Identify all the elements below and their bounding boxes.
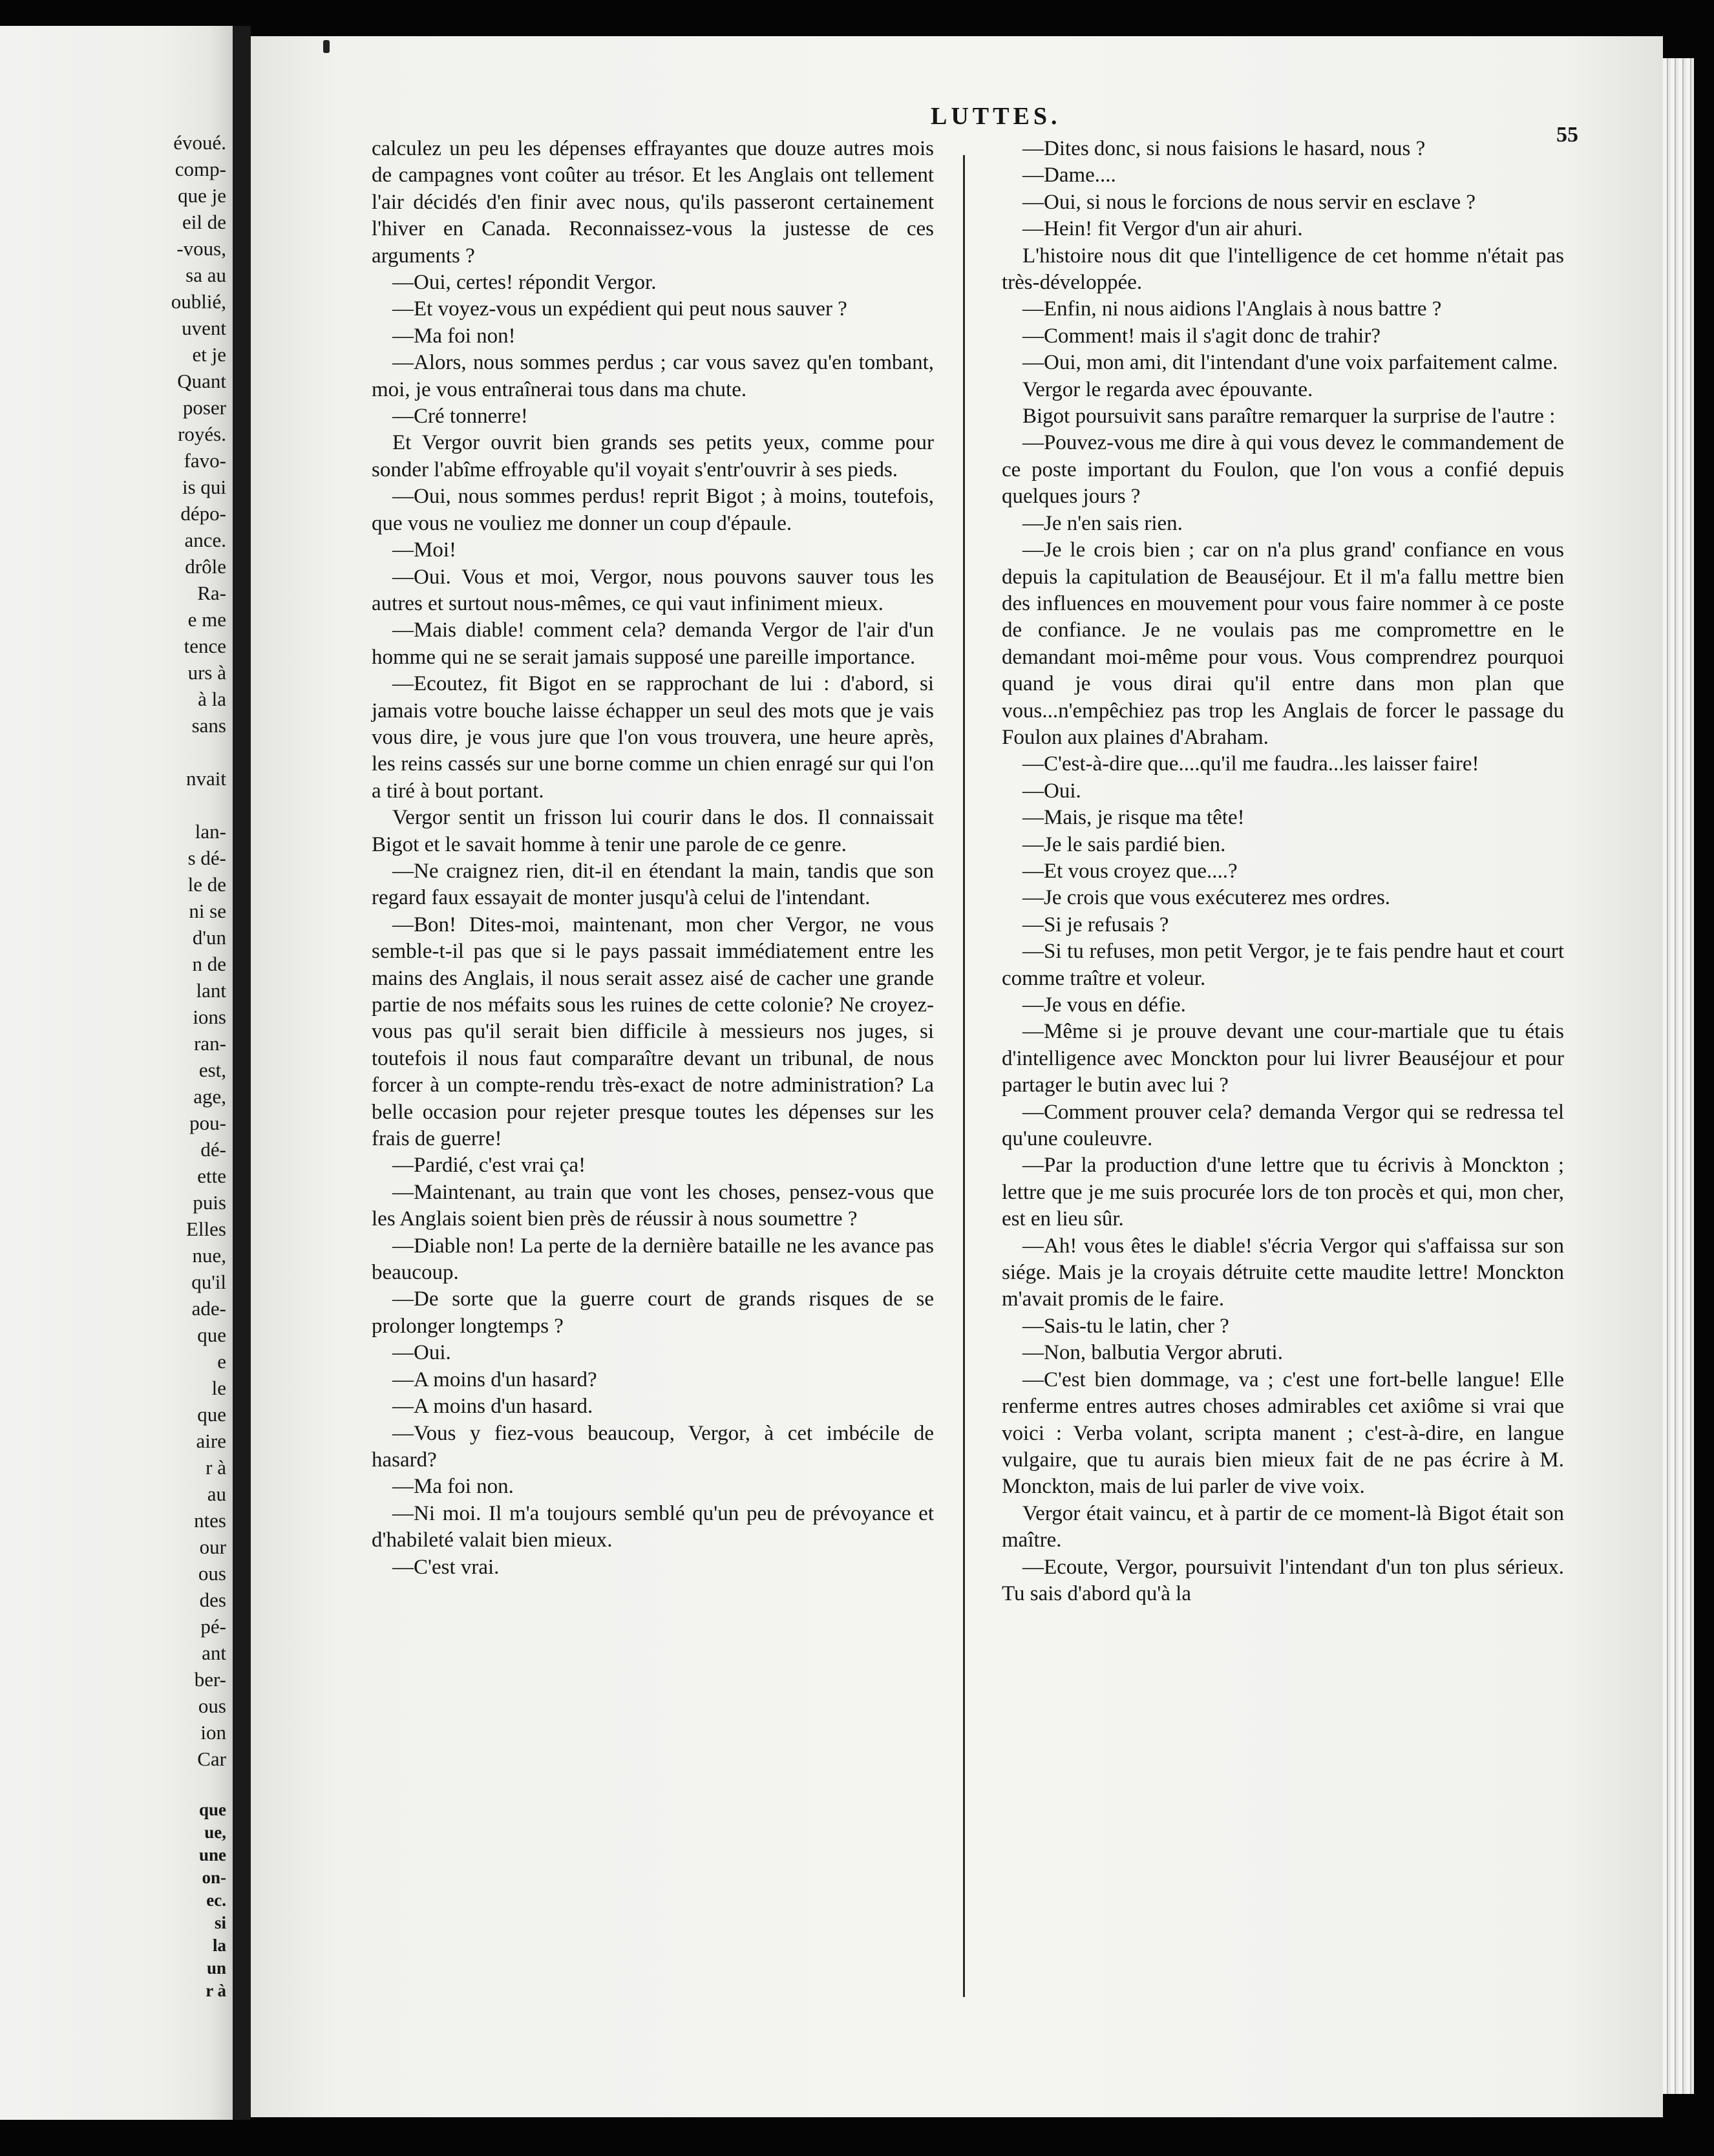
paragraph: —Ni moi. Il m'a toujours semblé qu'un peu de prévoyance et d'habileté valait bien mieux. xyxy=(372,1501,934,1552)
paragraph: —Dites donc, si nous faisions le hasard, nous ? xyxy=(1022,137,1426,160)
paragraph: —Comment! mais il s'agit donc de trahir? xyxy=(1022,324,1381,348)
paragraph: —Dame.... xyxy=(1022,164,1116,187)
paragraph: Vergor sentit un frisson lui courir dans le dos. Il connaissait Bigot et le savait homme à tenir une parole de ce genre. xyxy=(372,806,934,856)
left-page-fragment-line: des xyxy=(199,1589,226,1611)
paragraph: Vergor le regarda avec épouvante. xyxy=(1022,377,1313,401)
left-page-fragment-line: un xyxy=(206,1958,226,1978)
left-page-fragment-line: our xyxy=(199,1536,226,1558)
left-page-fragment-line: pou- xyxy=(189,1112,226,1134)
left-page-fragment-line: drôle xyxy=(185,555,226,578)
paragraph: —Pouvez-vous me dire à qui vous devez le commandement de ce poste important du Foulon, que l'on vous a confié depuis quelques jours ? xyxy=(1002,431,1564,509)
left-page-fragment-line: age, xyxy=(193,1085,226,1108)
paragraph: —A moins d'un hasard. xyxy=(392,1395,593,1419)
left-page-fragment-line: r à xyxy=(206,1456,226,1479)
left-page-fragment-line: ous xyxy=(198,1562,226,1585)
text-column-right xyxy=(1002,136,1564,1607)
paragraph: —Cré tonnerre! xyxy=(392,405,528,428)
left-page-fragment xyxy=(0,26,233,2120)
paragraph: —Oui. Vous et moi, Vergor, nous pouvons sauver tous les autres et surtout nous-mêmes, ce qui vaut infiniment mieux. xyxy=(372,565,934,615)
left-page-fragment-line: au xyxy=(207,1483,226,1505)
left-page-fragment-line: eil de xyxy=(182,211,226,233)
paragraph: —Comment prouver cela? demanda Vergor qui se redressa tel qu'une couleuvre. xyxy=(1002,1100,1564,1151)
left-page-fragment-line: ions xyxy=(193,1006,226,1028)
left-page-fragment-line: n de xyxy=(192,953,226,975)
left-page-fragment-line: ade- xyxy=(191,1297,226,1320)
paragraph: —A moins d'un hasard? xyxy=(392,1368,597,1391)
paragraph: —Ma foi non! xyxy=(392,324,516,348)
paragraph: —Oui, si nous le forcions de nous servir en esclave ? xyxy=(1022,190,1476,214)
left-page-fragment-line: Elles xyxy=(186,1218,226,1240)
page-edges xyxy=(1663,58,1694,2094)
page-number: 55 xyxy=(1556,123,1578,147)
left-page-fragment-line: ec. xyxy=(206,1890,226,1910)
paragraph: —Ne craignez rien, dit-il en étendant la main, tandis que son regard faux essayait de monter jusqu'à celui de l'intendant. xyxy=(372,859,934,910)
left-page-fragment-line: r à xyxy=(206,1981,226,2000)
left-page-fragment-line: oublié, xyxy=(171,290,226,313)
left-page-fragment-line: Car xyxy=(197,1748,226,1770)
left-page-fragment-line: is qui xyxy=(182,476,226,498)
left-page-fragment-line: que xyxy=(197,1324,226,1346)
left-page-fragment-line: urs à xyxy=(187,661,226,684)
left-page-fragment-line: poser xyxy=(182,396,226,419)
paragraph: —Ecoutez, fit Bigot en se rapprochant de lui : d'abord, si jamais votre bouche laisse échapper un seul des mots que je vais vous dire, je vous jure que l'on vous trouvera, une heure après, les reins cassés sur une borne comme un chien enragé sur qui l'on a tiré à bout portant. xyxy=(372,672,934,803)
left-page-fragment-line: ant xyxy=(202,1642,226,1664)
paragraph: calculez un peu les dépenses effrayantes que douze autres mois de campagnes vont coûter au trésor. Et les Anglais ont tellement l'air décidés d'en finir avec nous, qu'ils passeront certainement l'hiver en Canada. Reconnaissez-vous la justesse de ces arguments ? xyxy=(372,137,934,268)
left-page-fragment-line: nue, xyxy=(192,1244,226,1267)
paragraph: —Moi! xyxy=(392,538,456,562)
left-page-fragment-line: Ra- xyxy=(197,582,226,604)
left-page-fragment-line: à la xyxy=(198,688,226,710)
paragraph: —Je le sais pardié bien. xyxy=(1022,832,1226,856)
left-page-fragment-line: ous xyxy=(198,1695,226,1717)
left-page-fragment-line: dé- xyxy=(200,1138,226,1161)
book-gutter xyxy=(233,26,251,2120)
paragraph: Bigot poursuivit sans paraître remarquer la surprise de l'autre : xyxy=(1022,405,1556,428)
left-page-fragment-line: lan- xyxy=(195,820,226,843)
running-head: LUTTES. xyxy=(931,103,1061,130)
left-page-fragment-line: la xyxy=(212,1936,226,1955)
left-page-fragment-line: le de xyxy=(187,873,226,896)
left-page-fragment-line: et je xyxy=(192,343,226,366)
text-column-left xyxy=(372,136,934,1581)
left-page-fragment-line: qu'il xyxy=(191,1271,226,1293)
left-page-fragment-line: Quant xyxy=(177,370,226,392)
paragraph: —Si je refusais ? xyxy=(1022,913,1169,936)
left-page-fragment-line: ette xyxy=(197,1165,226,1187)
left-page-fragment-line xyxy=(84,739,226,765)
left-page-fragment-line: comp- xyxy=(175,158,226,180)
paragraph: —Ah! vous êtes le diable! s'écria Vergor qui s'affaissa sur son siége. Mais je la croyais détruite cette maudite lettre! Monckton m'avait promis de le faire. xyxy=(1002,1234,1564,1311)
left-page-fragment-line: ion xyxy=(200,1721,226,1744)
left-page-fragment-line: e xyxy=(217,1350,226,1373)
paragraph: —Sais-tu le latin, cher ? xyxy=(1022,1314,1229,1338)
column-rule xyxy=(963,155,965,1997)
paragraph: —C'est vrai. xyxy=(392,1555,500,1579)
left-page-fragment-line: que xyxy=(198,1800,226,1819)
paragraph: —Mais, je risque ma tête! xyxy=(1022,806,1245,830)
left-page-fragment-line: une xyxy=(198,1845,226,1865)
left-page-fragment-line: uvent xyxy=(182,317,226,339)
left-page-fragment-line: si xyxy=(214,1913,226,1932)
paragraph: —Oui, mon ami, dit l'intendant d'une voix parfaitement calme. xyxy=(1022,351,1558,375)
paragraph: —Alors, nous sommes perdus ; car vous savez qu'en tombant, moi, je vous entraînerai tous dans ma chute. xyxy=(372,351,934,401)
left-page-fragment-line: nvait xyxy=(186,767,226,790)
left-page-fragment-line: aire xyxy=(196,1430,226,1452)
left-page-fragment-line: puis xyxy=(193,1191,226,1214)
paragraph: —Je le crois bien ; car on n'a plus grand' confiance en vous depuis la capitulation de Beauséjour. Et il m'a fallu mettre bien des influences en mouvement pour vous faire nommer à ce poste de confiance. Je ne voulais pas me compromettre en le demandant moi-même pour vous. Vous comprendrez pourquoi quand je vous dirai qu'il entre dans mon plan que vous...n'empêchiez pas trop les Anglais de forcer le passage du Foulon aux plaines d'Abraham. xyxy=(1002,538,1564,749)
paragraph: —Diable non! La perte de la dernière bataille ne les avance pas beaucoup. xyxy=(372,1234,934,1285)
paragraph: —Hein! fit Vergor d'un air ahuri. xyxy=(1022,217,1303,241)
left-page-fragment-line: évoué. xyxy=(173,131,226,154)
left-page-fragment-line: que xyxy=(197,1403,226,1426)
paragraph: —Et vous croyez que....? xyxy=(1022,859,1238,883)
left-page-fragment-line: lant xyxy=(196,979,226,1002)
left-page-fragment-line xyxy=(84,1772,226,1799)
paragraph: L'histoire nous dit que l'intelligence de cet homme n'était pas très-développée. xyxy=(1002,244,1564,295)
left-page-fragment-line: royés. xyxy=(178,423,226,445)
left-page-fragment-line: dépo- xyxy=(180,502,226,525)
left-page-fragment-line: s dé- xyxy=(187,847,226,869)
paragraph: —Oui. xyxy=(392,1341,451,1365)
left-page-fragment-line xyxy=(84,792,226,818)
left-page-fragment-line: pé- xyxy=(200,1615,226,1638)
left-page-fragment-line: ance. xyxy=(184,529,226,551)
paragraph: —Et voyez-vous un expédient qui peut nous sauver ? xyxy=(392,297,847,321)
paragraph: —Oui, certes! répondit Vergor. xyxy=(392,271,657,295)
paragraph: Et Vergor ouvrit bien grands ses petits yeux, comme pour sonder l'abîme effroyable qu'il voyait s'entr'ouvrir à ses pieds. xyxy=(372,431,934,481)
left-page-fragment-line: ntes xyxy=(194,1509,226,1532)
left-page-fragment-line: est, xyxy=(198,1059,226,1081)
left-page-text-fragments xyxy=(84,129,226,2002)
left-page-fragment-line: -vous, xyxy=(176,237,226,260)
paragraph: —Enfin, ni nous aidions l'Anglais à nous battre ? xyxy=(1022,297,1442,321)
paragraph: —C'est-à-dire que....qu'il me faudra...les laisser faire! xyxy=(1022,752,1479,776)
left-page-fragment-line: favo- xyxy=(184,449,226,472)
left-page-fragment-line: sa au xyxy=(185,264,226,286)
paragraph: —Je crois que vous exécuterez mes ordres. xyxy=(1022,886,1391,910)
paragraph: —Ma foi non. xyxy=(392,1475,514,1499)
left-page-fragment-line: on- xyxy=(202,1868,226,1887)
paragraph: —Mais diable! comment cela? demanda Vergor de l'air d'un homme qui ne se serait jamais supposé une pareille importance. xyxy=(372,618,934,669)
paragraph: Vergor était vaincu, et à partir de ce moment-là Bigot était son maître. xyxy=(1002,1501,1564,1552)
paragraph: —De sorte que la guerre court de grands risques de se prolonger longtemps ? xyxy=(372,1287,934,1338)
paragraph: —Je n'en sais rien. xyxy=(1022,511,1183,535)
left-page-fragment-line: d'un xyxy=(192,926,226,949)
left-page-fragment-line: tence xyxy=(184,635,226,657)
paragraph: —Même si je prouve devant une cour-martiale que tu étais d'intelligence avec Monckton pour lui livrer Beauséjour et pour partager le butin avec lui ? xyxy=(1002,1020,1564,1097)
paragraph: —Pardié, c'est vrai ça! xyxy=(392,1154,586,1178)
left-page-fragment-line: le xyxy=(211,1377,226,1399)
paragraph: —Oui, nous sommes perdus! reprit Bigot ; à moins, toutefois, que vous ne vouliez me donner un coup d'épaule. xyxy=(372,485,934,535)
left-page-fragment-line: ber- xyxy=(194,1668,226,1691)
paragraph: —Je vous en défie. xyxy=(1022,993,1186,1017)
paragraph: —C'est bien dommage, va ; c'est une fort-belle langue! Elle renferme entres autres choses admirables cet axiôme si vrai que voici : Verba volant, scripta manent ; c'est-à-dire, en langue vulgaire, que tu aurais bien mieux fait de ne pas écrire à M. Monckton, mais de lui parler de vive voix. xyxy=(1002,1368,1564,1499)
binding-mark xyxy=(323,40,330,53)
left-page-fragment-line: ni se xyxy=(189,900,226,922)
paragraph: —Ecoute, Vergor, poursuivit l'intendant d'un ton plus sérieux. Tu sais d'abord qu'à la xyxy=(1002,1555,1564,1605)
paragraph: —Oui. xyxy=(1022,779,1081,803)
left-page-fragment-line: que je xyxy=(178,184,226,207)
paragraph: —Bon! Dites-moi, maintenant, mon cher Vergor, ne vous semble-t-il pas que si le pays passait immédiatement entre les mains des Anglais, il nous serait assez aisé de cacher une grande partie de nos méfaits sous les ruines de cette colonie? Ne croyez-vous pas qu'il serait bien difficile à messieurs nos juges, si toutefois il nous faut comparaître devant un tribunal, de nous forcer à un compte-rendu très-exact de notre administration? La belle occasion pour rejeter presque toutes les dépenses sur les frais de guerre! xyxy=(372,913,934,1151)
left-page-fragment-line: sans xyxy=(191,714,226,737)
paragraph: —Non, balbutia Vergor abruti. xyxy=(1022,1341,1283,1365)
paragraph: —Si tu refuses, mon petit Vergor, je te fais pendre haut et court comme traître et voleur. xyxy=(1002,940,1564,990)
paragraph: —Maintenant, au train que vont les choses, pensez-vous que les Anglais soient bien près de réussir à nous soumettre ? xyxy=(372,1180,934,1231)
left-page-fragment-line: ran- xyxy=(194,1032,226,1055)
paragraph: —Par la production d'une lettre que tu écrivis à Monckton ; lettre que je me suis procurée lors de ton procès et qui, mon cher, est en lieu sûr. xyxy=(1002,1154,1564,1231)
paragraph: —Vous y fiez-vous beaucoup, Vergor, à cet imbécile de hasard? xyxy=(372,1421,934,1472)
left-page-fragment-line: e me xyxy=(187,608,226,631)
left-page-fragment-line: ue, xyxy=(204,1823,226,1842)
